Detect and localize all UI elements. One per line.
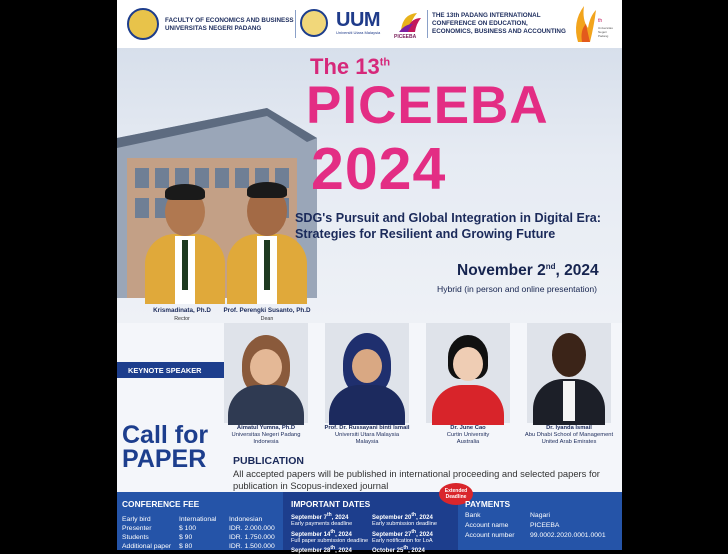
fee-row-label: Early bird [122,516,151,523]
fee-intl-value: $ 100 [179,525,197,532]
date-item [372,545,425,554]
svg-text:Padang: Padang [598,34,609,38]
date-item [291,512,352,527]
date-day: November 2 [457,262,546,280]
date-item-suffix: th [411,529,417,535]
speaker-photo [325,323,409,423]
event-mode: Hybrid (in person and online presentation) [437,284,598,294]
publication-heading: PUBLICATION [233,455,304,467]
date-item-day: September 28 [291,548,331,554]
rector-role: Rector [174,316,190,322]
date-item-year: , 2024 [416,532,433,538]
payment-value: 99.0002.2020.0001.0001 [530,532,606,539]
conf-line1: THE 13th PADANG INTERNATIONAL [432,12,541,19]
dates-heading: IMPORTANT DATES [291,499,371,509]
payment-label: Account number [465,532,515,539]
date-item-year: , 2024 [335,548,352,554]
speaker-country: Australia [456,439,480,445]
date-item-day: September 27 [372,532,412,538]
svg-text:th: th [598,18,603,24]
speaker-affiliation-line: Abu Dhabi School of Management [524,432,614,438]
date-item-desc: Early submission deadline [372,521,437,527]
date-item-day: September 20 [372,515,412,521]
date-item [372,529,433,544]
payment-value: PICEEBA [530,522,560,529]
conf-line2: CONFERENCE ON EDUCATION, [432,19,528,27]
event-date [457,262,599,280]
date-item [372,512,437,527]
logo-header [117,0,622,48]
payments-heading: PAYMENTS [465,499,511,509]
event-year: 2024 [311,136,447,202]
date-item-desc: Early payments deadline [291,521,353,527]
speaker-photo [224,323,308,423]
conf-line3: ECONOMICS, BUSINESS AND ACCOUNTING [432,27,566,35]
theme-line2: Strategies for Resilient and Growing Future [295,227,556,241]
anniversary-logo-icon [568,2,618,46]
dean-photo [227,180,307,304]
date-year: , 2024 [555,262,599,280]
fee-row-label: Additional paper [122,543,172,550]
speaker-photo [426,323,510,423]
dean-role: Dean [260,316,274,322]
date-item-suffix: th [327,512,332,518]
edition-number: The 13 [310,54,380,79]
cfp-line2: PAPER [122,445,207,473]
speaker-country: Indonesia [253,439,279,445]
rector-photo [145,182,225,304]
date-item-year: , 2024 [416,515,433,521]
fee-row-label: Students [122,534,149,541]
unp-logo-icon [127,8,159,40]
date-item-year: , 2024 [331,515,349,521]
payment-value: Nagari [530,512,551,519]
date-item-desc: Full paper submission deadline [291,538,369,544]
payment-label: Account name [465,522,509,529]
speaker-name: Aimatul Yumna, Ph.D [236,425,296,431]
rector-name: Krismadinata, Ph.D [153,307,211,314]
fee-col-indonesian: Indonesian [229,516,263,523]
dean-name: Prof. Perengki Susanto, Ph.D [223,307,311,314]
call-for-paper-heading [122,423,208,471]
date-suffix: nd [545,262,556,271]
date-item-day: September 14 [291,532,331,538]
divider [295,10,296,38]
feb-label [165,17,294,33]
speaker-affiliation [509,432,629,446]
speaker-affiliation-line: Universiti Utara Malaysia [334,432,400,438]
uum-crest-icon [300,9,328,37]
speaker-country: Malaysia [355,439,379,445]
fee-intl-value: $ 80 [179,543,193,550]
extended-deadline-badge: Extended Deadline [439,483,473,505]
uum-wordmark: UUM [336,9,381,31]
fee-heading: CONFERENCE FEE [122,499,200,509]
conference-theme [295,210,601,242]
fee-col-international: International [179,516,217,523]
svg-text:Negeri: Negeri [598,30,607,34]
date-item-year: , 2024 [408,548,425,554]
keynote-label: KEYNOTE SPEAKER [117,362,225,378]
date-item [291,545,352,554]
speaker-affiliation-line: Curtin University [446,432,490,438]
publication-text: All accepted papers will be published in international proceeding and selected papers for publication in Scopus-indexed journal [233,468,600,491]
theme-line1: SDG's Pursuit and Global Integration in Digital Era: [295,211,601,225]
date-item-suffix: th [411,512,417,518]
svg-text:Universitas: Universitas [598,26,613,30]
edition-suffix: th [379,56,391,69]
feb-line1: FACULTY OF ECONOMICS AND BUSINESS [165,17,294,24]
fee-indo-value: IDR. 1.500.000 [229,543,275,550]
date-item-suffix: th [403,545,409,551]
speaker-affiliation-line: Universitas Negeri Padang [231,432,301,438]
date-item-day: October 25 [372,548,404,554]
date-item-desc: Early notification for LoA [372,538,433,544]
fee-indo-value: IDR. 1.750.000 [229,534,275,541]
conference-name [432,12,566,35]
date-item-year: , 2024 [335,532,352,538]
piceeba-logo-icon [397,10,423,34]
fee-intl-value: $ 90 [179,534,193,541]
fee-indo-value: IDR. 2.000.000 [229,525,275,532]
payment-label: Bank [465,512,481,519]
speaker-name: Dr. June Cao [450,425,486,431]
fee-row-label: Presenter [122,525,152,532]
divider [427,10,428,38]
cfp-line1: Call for [122,421,209,449]
date-item-day: September 7 [291,515,328,521]
speaker-name: Prof. Dr. Russayani binti Ismail [324,425,410,431]
event-title: PICEEBA [306,76,549,135]
piceeba-logo-text: PICEEBA [394,34,417,40]
date-item-suffix: th [330,545,336,551]
conference-poster [117,0,622,554]
date-item [291,529,368,544]
date-item-suffix: th [330,529,336,535]
speaker-name: Dr. Iyanda Ismail [546,425,592,431]
uum-subtitle: Universiti Utara Malaysia [336,30,381,35]
speaker-photo [527,323,611,423]
speaker-country: United Arab Emirates [541,439,597,445]
feb-line2: UNIVERSITAS NEGERI PADANG [165,24,262,32]
